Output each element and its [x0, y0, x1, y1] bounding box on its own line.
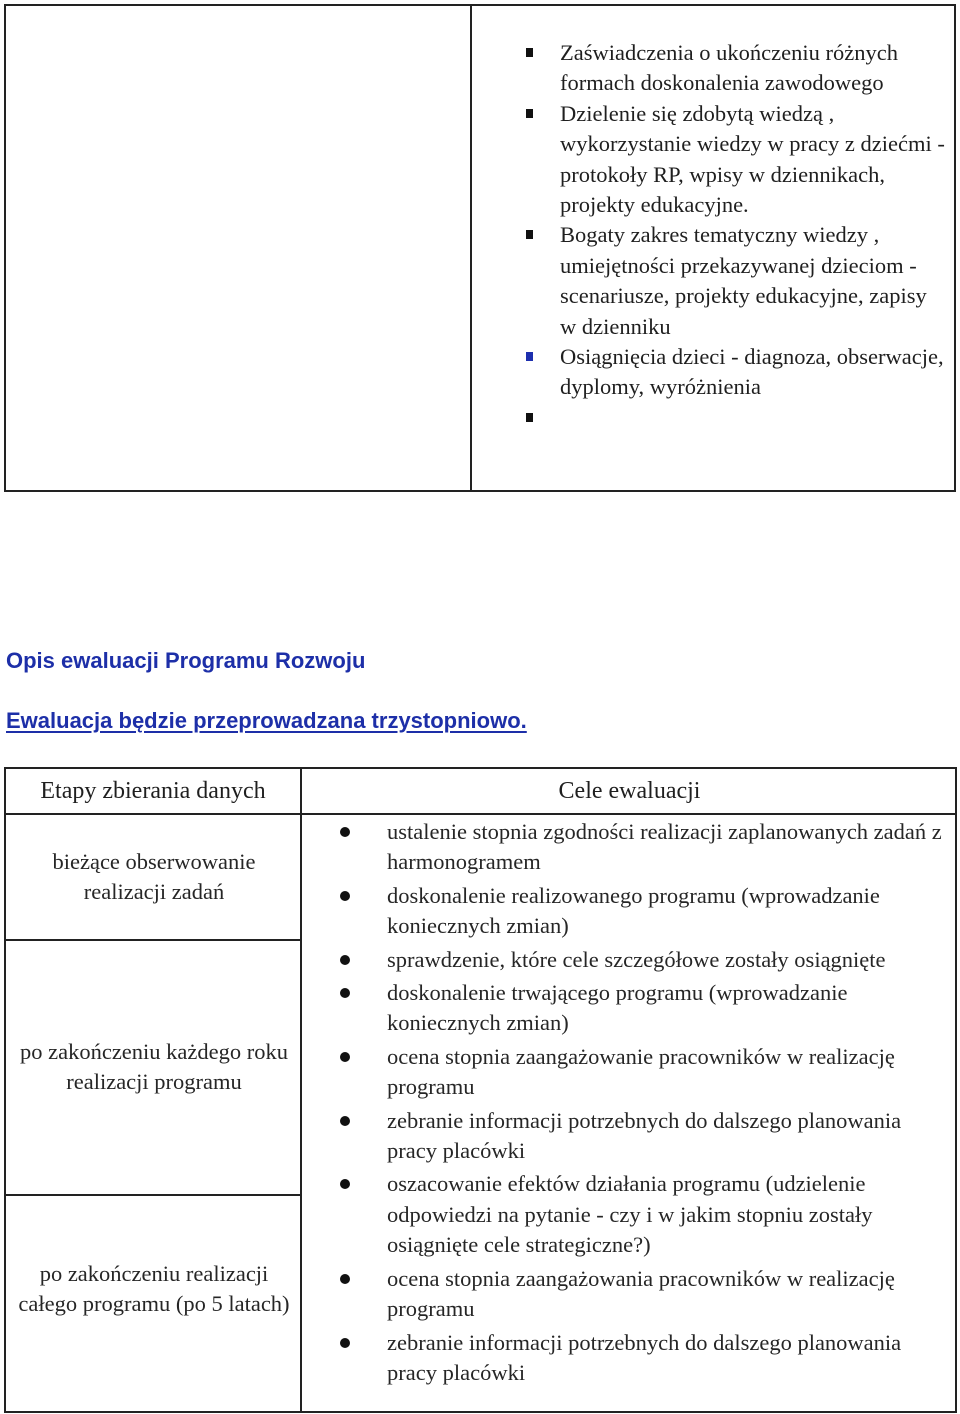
stage-cell: bieżące obserwowanie realizacji zadań: [52, 849, 256, 905]
goal-item: ustalenie stopnia zgodności realizacji zaplanowanych zadań z harmonogramem: [340, 817, 950, 878]
bullet-dot-icon: [340, 891, 350, 901]
goal-item: ocena stopnia zaangażowanie pracowników w realizację programu: [340, 1042, 950, 1103]
stage-cell: po zakończeniu każdego roku realizacji programu: [19, 1039, 288, 1095]
square-bullet-icon: [526, 109, 533, 118]
bullet-dot-icon: [340, 988, 350, 998]
square-bullet-icon: [526, 352, 533, 361]
square-bullet-icon: [526, 48, 533, 57]
bullet-dot-icon: [340, 827, 350, 837]
bullet-dot-icon: [340, 1179, 350, 1189]
evidence-table-left-cell: [6, 6, 472, 490]
bullet-dot-icon: [340, 1116, 350, 1126]
goal-item: ocena stopnia zaangażowania pracowników w realizację programu: [340, 1264, 950, 1325]
goal-item: doskonalenie trwającego programu (wprowadzanie koniecznych zmian): [340, 978, 950, 1039]
list-item: Dzielenie się zdobytą wiedzą , wykorzystanie wiedzy w pracy z dziećmi - protokoły RP, wpisy w dziennikach, projekty edukacyjne.: [518, 99, 948, 221]
section-title: Opis ewaluacji Programu Rozwoju: [6, 648, 366, 673]
evaluation-table: [4, 767, 957, 1413]
square-bullet-icon: [526, 413, 533, 422]
section-subtitle: Ewaluacja będzie przeprowadzana trzystopniowo.: [6, 708, 527, 733]
goal-item: oszacowanie efektów działania programu (udzielenie odpowiedzi na pytanie - czy i w jakim stopniu zostały osiągnięte cele strategiczne?): [340, 1169, 950, 1260]
row-divider: [6, 1194, 300, 1196]
list-item: Osiągnięcia dzieci - diagnoza, obserwacje, dyplomy, wyróżnienia: [518, 342, 948, 403]
goal-item: zebranie informacji potrzebnych do dalszego planowania pracy placówki: [340, 1106, 950, 1167]
list-item: Bogaty zakres tematyczny wiedzy , umiejętności przekazywanej dzieciom - scenariusze, projekty edukacyjne, zapisy w dzienniku: [518, 220, 948, 342]
column-header-goals: Cele ewaluacji: [558, 778, 701, 804]
evidence-list: [518, 38, 948, 433]
bullet-dot-icon: [340, 1338, 350, 1348]
goal-item: zebranie informacji potrzebnych do dalszego planowania pracy placówki: [340, 1328, 950, 1389]
goal-item: sprawdzenie, które cele szczegółowe zostały osiągnięte: [340, 945, 950, 975]
goals-list: [340, 817, 950, 1391]
column-header-stages: Etapy zbierania danych: [40, 778, 266, 804]
list-item: Zaświadczenia o ukończeniu różnych formach doskonalenia zawodowego: [518, 38, 948, 99]
stage-cell: po zakończeniu realizacji całego programu (po 5 latach): [18, 1261, 290, 1317]
row-divider: [6, 939, 300, 941]
square-bullet-icon: [526, 230, 533, 239]
column-divider: [300, 769, 302, 1411]
bullet-dot-icon: [340, 1052, 350, 1062]
list-item-empty: [518, 403, 948, 433]
bullet-dot-icon: [340, 955, 350, 965]
header-divider: [6, 813, 955, 815]
evidence-table: [4, 4, 956, 492]
goal-item: doskonalenie realizowanego programu (wprowadzanie koniecznych zmian): [340, 881, 950, 942]
bullet-dot-icon: [340, 1274, 350, 1284]
